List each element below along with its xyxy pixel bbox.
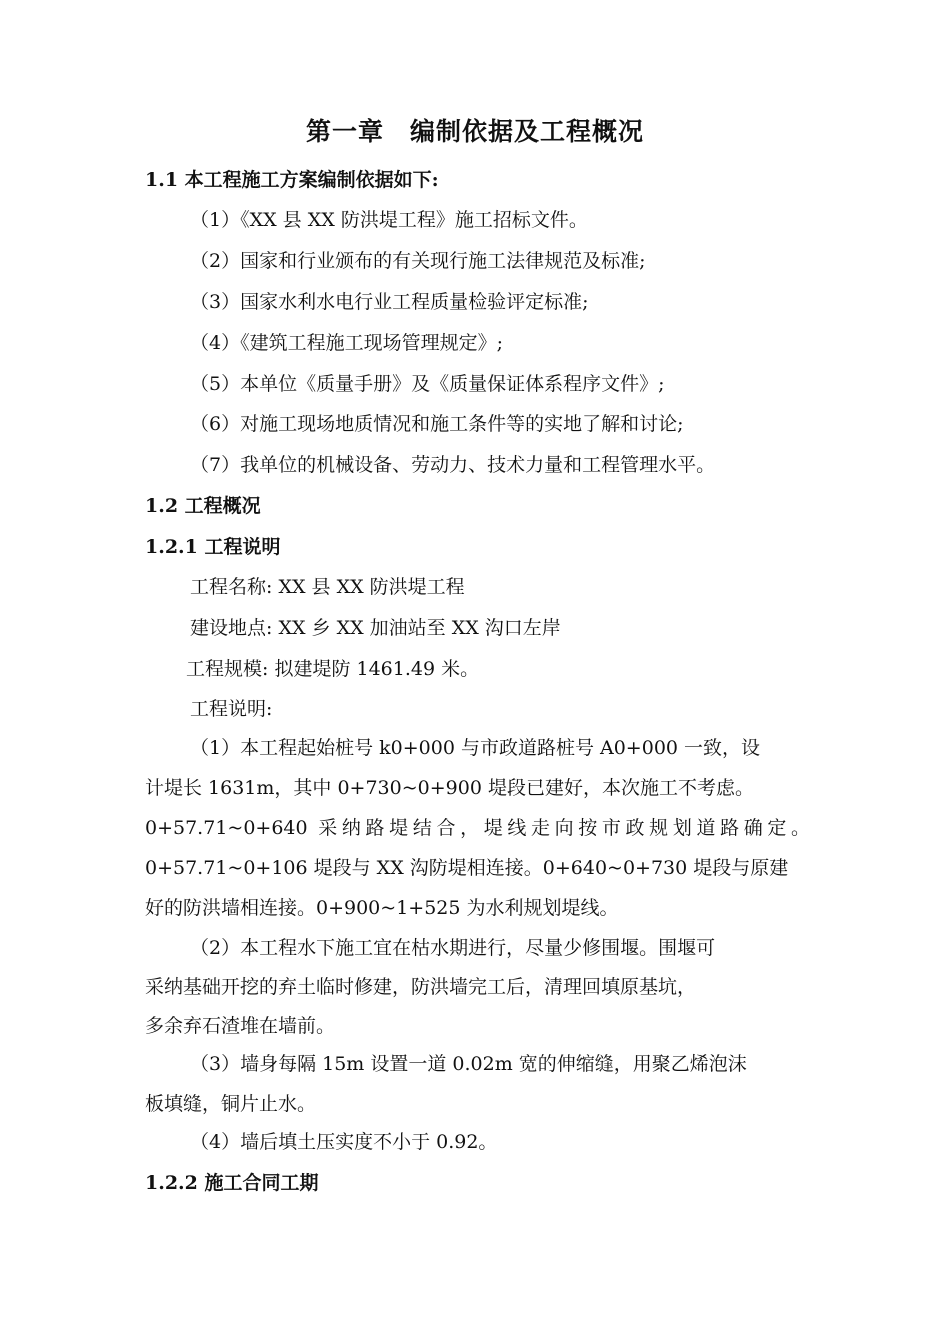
- desc-paragraph-line: （3）墙身每隔 15m 设置一道 0.02m 宽的伸缩缝，用聚乙烯泡沫: [190, 1053, 747, 1075]
- desc-paragraph-line: 多余弃石渣堆在墙前。: [145, 1015, 336, 1037]
- basis-item: （6）对施工现场地质情况和施工条件等的实地了解和讨论;: [190, 413, 684, 435]
- desc-paragraph-line: 0+57.71~0+640 采纳路堤结合，堤线走向按市政规划道路确定。: [145, 817, 810, 839]
- project-location-line: 建设地点: XX 乡 XX 加油站至 XX 沟口左岸: [190, 617, 561, 639]
- basis-item: （3）国家水利水电行业工程质量检验评定标准;: [190, 291, 589, 313]
- section-heading-1-2-1: 1.2.1 工程说明: [145, 536, 281, 558]
- project-name-line: 工程名称: XX 县 XX 防洪堤工程: [190, 576, 465, 598]
- desc-paragraph-line: 采纳基础开挖的弃土临时修建，防洪墙完工后，清理回填原基坑，: [145, 976, 697, 998]
- basis-item: （5）本单位《质量手册》及《质量保证体系程序文件》;: [190, 373, 665, 395]
- basis-item: （7）我单位的机械设备、劳动力、技术力量和工程管理水平。: [190, 454, 716, 476]
- desc-paragraph-line: 好的防洪墙相连接。0+900~1+525 为水利规划堤线。: [145, 897, 619, 919]
- desc-paragraph-line: （1）本工程起始桩号 k0+000 与市政道路桩号 A0+000 一致，设: [190, 737, 761, 759]
- project-desc-label: 工程说明:: [190, 698, 273, 720]
- desc-paragraph-line: 0+57.71~0+106 堤段与 XX 沟防堤相连接。0+640~0+730 堤段与原建: [145, 857, 789, 879]
- section-heading-1-1: 1.1 本工程施工方案编制依据如下:: [145, 169, 439, 191]
- desc-paragraph-line: 计堤长 1631m，其中 0+730~0+900 堤段已建好，本次施工不考虑。: [145, 777, 754, 799]
- basis-item: （4）《建筑工程施工现场管理规定》;: [190, 332, 503, 354]
- desc-paragraph-line: （2）本工程水下施工宜在枯水期进行，尽量少修围堰。围堰可: [190, 937, 716, 959]
- chapter-title: 第一章 编制依据及工程概况: [305, 117, 644, 146]
- section-heading-1-2-2: 1.2.2 施工合同工期: [145, 1172, 319, 1194]
- desc-paragraph-line: （4）墙后填土压实度不小于 0.92。: [190, 1131, 498, 1153]
- desc-paragraph-line: 板填缝，铜片止水。: [145, 1093, 317, 1115]
- basis-item: （2）国家和行业颁布的有关现行施工法律规范及标准;: [190, 250, 646, 272]
- project-scale-line: 工程规模: 拟建堤防 1461.49 米。: [186, 658, 480, 680]
- basis-item: （1）《XX 县 XX 防洪堤工程》施工招标文件。: [190, 209, 588, 231]
- section-heading-1-2: 1.2 工程概况: [145, 495, 261, 517]
